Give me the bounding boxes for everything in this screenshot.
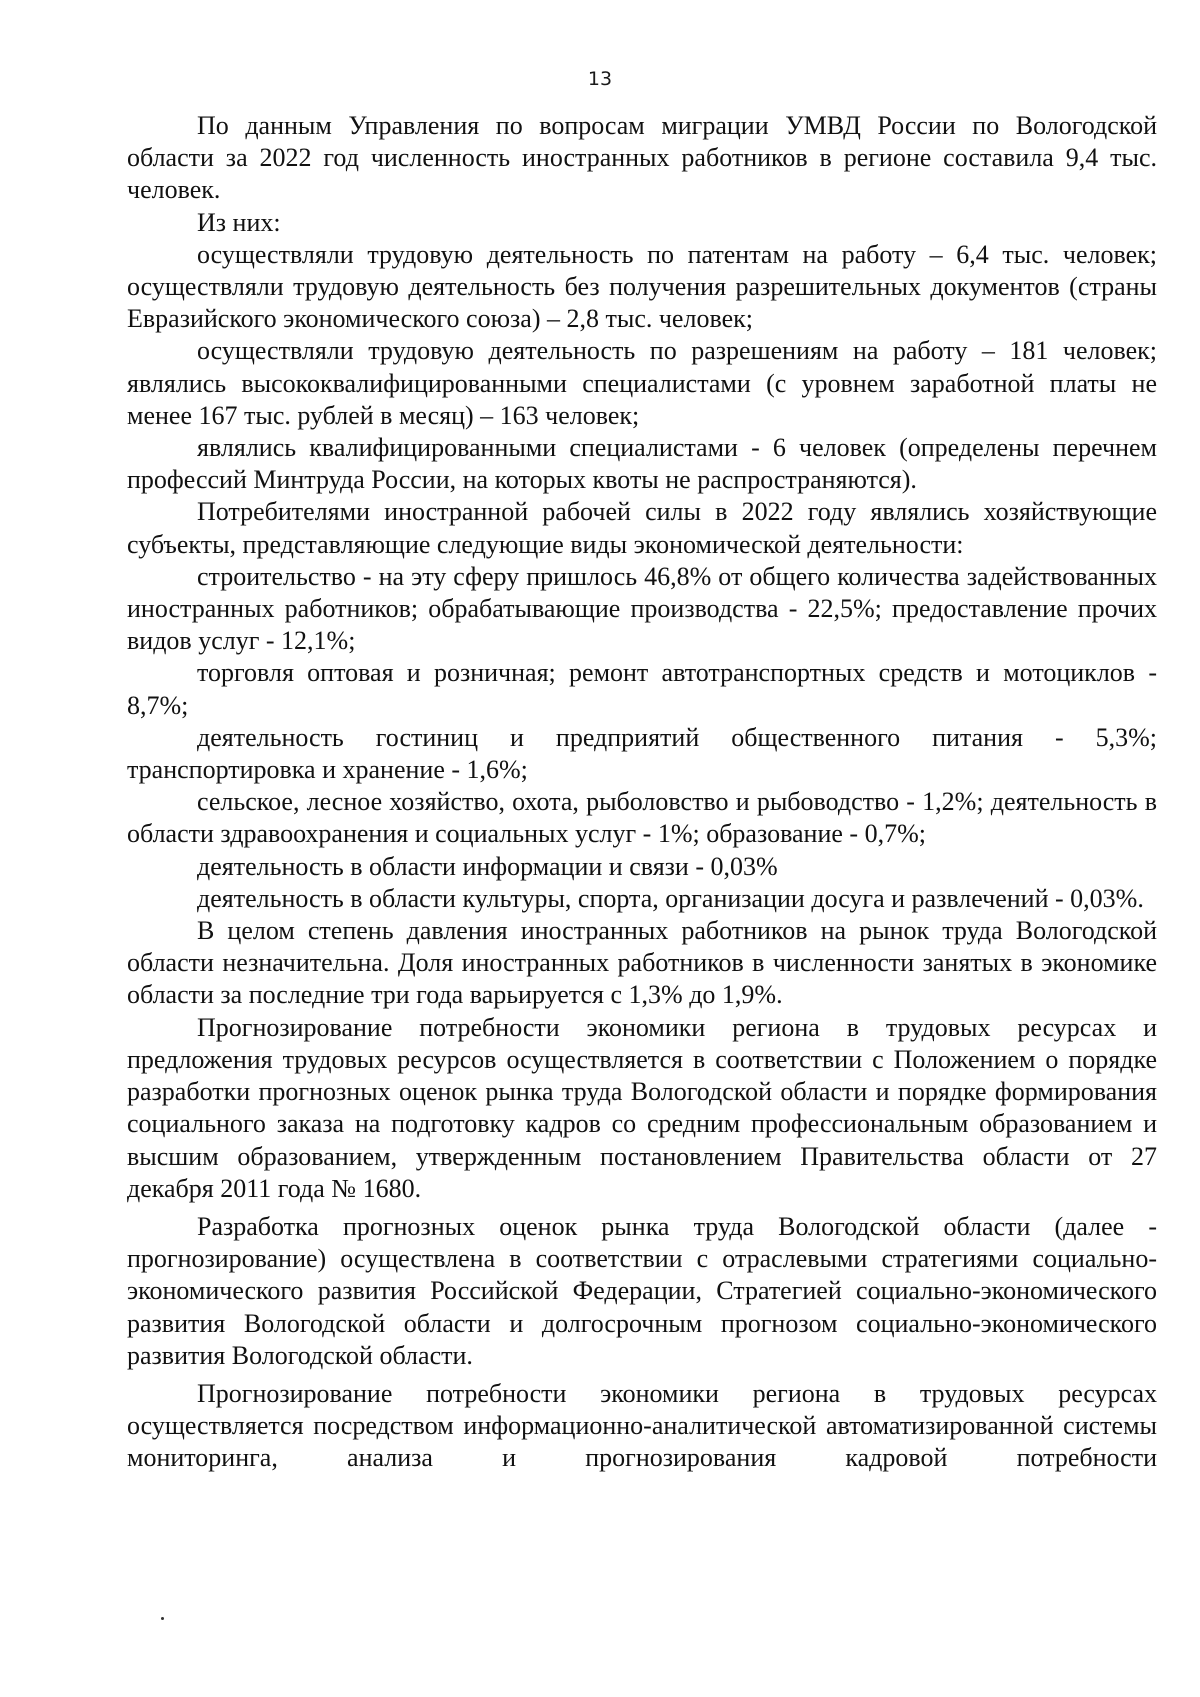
paragraph: сельское, лесное хозяйство, охота, рыболовство и рыбоводство - 1,2%; деятельность в области здравоохранения и социальных услуг - 1%; образование - 0,7%;	[127, 787, 1157, 849]
paragraph: По данным Управления по вопросам миграции УМВД России по Вологодской области за 2022 год численность иностранных работников в регионе составила 9,4 тыс. человек.	[127, 111, 1157, 205]
paragraph: Прогнозирование потребности экономики региона в трудовых ресурсах осуществляется посредством информационно-аналитической автоматизированной системы мониторинга, анализа и прогнозирования кадровой потребности	[127, 1378, 1157, 1473]
paragraph: В целом степень давления иностранных работников на рынок труда Вологодской области незначительна. Доля иностранных работников в численности занятых в экономике области за последние три года варьируется с 1,3% до 1,9%.	[127, 916, 1157, 1010]
page-number: 13	[587, 68, 613, 90]
scan-speck	[161, 1617, 164, 1620]
paragraph: деятельность в области информации и связи - 0,03%	[197, 851, 778, 881]
paragraph: Разработка прогнозных оценок рынка труда Вологодской области (далее - прогнозирование) осуществлена в соответствии с отраслевыми стратегиями социально-экономического развития Российской Федерации, Стратегией социально-экономического развития Вологодской области и долгосрочным прогнозом социально-экономического развития Вологодской области.	[127, 1211, 1157, 1370]
paragraph: торговля оптовая и розничная; ремонт автотранспортных средств и мотоциклов - 8,7%;	[127, 658, 1157, 720]
paragraph: Прогнозирование потребности экономики региона в трудовых ресурсах и предложения трудовых ресурсов осуществляется в соответствии с Положением о порядке разработки прогнозных оценок рынка труда Вологодской области и порядке формирования социального заказа на подготовку кадров со средним профессиональным образованием и высшим образованием, утвержденным постановлением Правительства области от 27 декабря 2011 года № 1680.	[127, 1012, 1157, 1203]
paragraph: деятельность в области культуры, спорта, организации досуга и развлечений - 0,03%.	[197, 883, 1144, 913]
paragraph: деятельность гостиниц и предприятий общественного питания - 5,3%; транспортировка и хранение - 1,6%;	[127, 722, 1157, 785]
paragraph: осуществляли трудовую деятельность по патентам на работу – 6,4 тыс. человек; осуществляли трудовую деятельность без получения разрешительных документов (страны Евразийского экономического союза) – 2,8 тыс. человек;	[127, 239, 1157, 334]
paragraph: являлись квалифицированными специалистами - 6 человек (определены перечнем профессий Минтруда России, на которых квоты не распространяются).	[127, 433, 1157, 495]
paragraph: Из них:	[197, 207, 281, 237]
paragraph: осуществляли трудовую деятельность по разрешениям на работу – 181 человек; являлись высококвалифицированными специалистами (с уровнем заработной платы не менее 167 тыс. рублей в месяц) – 163 человек;	[127, 336, 1157, 430]
paragraph: Потребителями иностранной рабочей силы в 2022 году являлись хозяйствующие субъекты, представляющие следующие виды экономической деятельности:	[127, 497, 1157, 559]
paragraph: строительство - на эту сферу пришлось 46,8% от общего количества задействованных иностранных работников; обрабатывающие производства - 22,5%; предоставление прочих видов услуг - 12,1%;	[127, 561, 1157, 656]
document-body	[127, 110, 1157, 1475]
